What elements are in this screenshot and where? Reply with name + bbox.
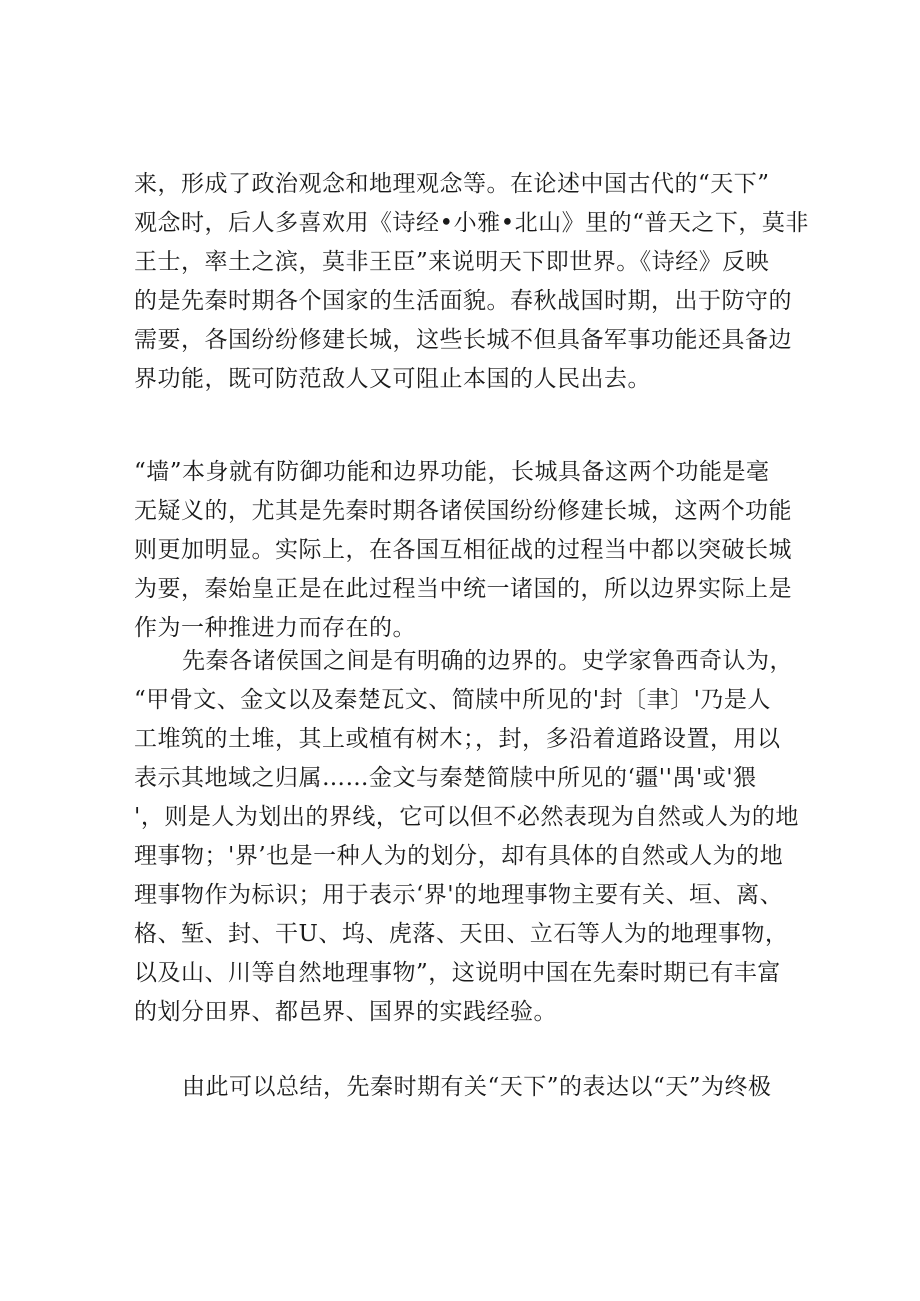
text-line: 格、堑、封、干U、坞、虎落、天田、立石等人为的地理事物， [134,921,789,947]
text-line: 工堆筑的土堆，其上或植有树木；，封，多沿着道路设置，用以 [134,726,781,752]
text-line: 先秦各诸侯国之间是有明确的边界的。史学家鲁西奇认为， [182,648,793,674]
text-line: “甲骨文、金文以及秦楚瓦文、简牍中所见的'封〔聿〕'乃是人 [134,687,771,713]
paragraph-pre-qin-borders [134,642,799,1032]
text-line: 以及山、川等自然地理事物”，这说明中国在先秦时期已有丰富 [134,960,781,986]
text-line: 则更加明显。实际上，在各国互相征战的过程当中都以突破长城 [134,537,792,563]
text-line: 作为一种推进力而存在的。 [134,615,416,641]
text-line: 王士，率土之滨，莫非王臣”来说明天下即世界。《诗经》反映 [134,249,770,275]
paragraph-conclusion [134,1068,794,1107]
text-line: 需要，各国纷纷修建长城，这些长城不但具备军事功能还具备边 [134,327,792,353]
text-line: 界功能，既可防范敌人又可阻止本国的人民出去。 [134,366,651,392]
text-line: 由此可以总结，先秦时期有关“天下”的表达以“天”为终极 [182,1074,772,1100]
text-line: '，则是人为划出的界线，它可以但不必然表现为自然或人为的地 [134,804,799,830]
paragraph-wall-functions [134,453,794,648]
paragraph-tianxia-great-wall [134,165,809,399]
text-line: 来，形成了政治观念和地理观念等。在论述中国古代的“天下” [134,171,770,197]
text-line: 的划分田界、都邑界、国界的实践经验。 [134,999,557,1025]
text-line: “墙”本身就有防御功能和边界功能，长城具备这两个功能是毫 [134,459,770,485]
text-line: 理事物作为标识；用于表示‘界'的地理事物主要有关、垣、离、 [134,882,784,908]
text-line: 为要，秦始皇正是在此过程当中统一诸国的，所以边界实际上是 [134,576,792,602]
text-line: 无疑义的，尤其是先秦时期各诸侯国纷纷修建长城，这两个功能 [134,498,792,524]
text-line: 理事物；'界’也是一种人为的划分，却有具体的自然或人为的地 [134,843,784,869]
text-line: 表示其地域之归属……金文与秦楚简牍中所见的‘疆''禺'或'猥 [134,765,757,791]
text-line: 观念时，后人多喜欢用《诗经•小雅•北山》里的“普天之下，莫非 [134,210,809,236]
text-line: 的是先秦时期各个国家的生活面貌。春秋战国时期，出于防守的 [134,288,792,314]
